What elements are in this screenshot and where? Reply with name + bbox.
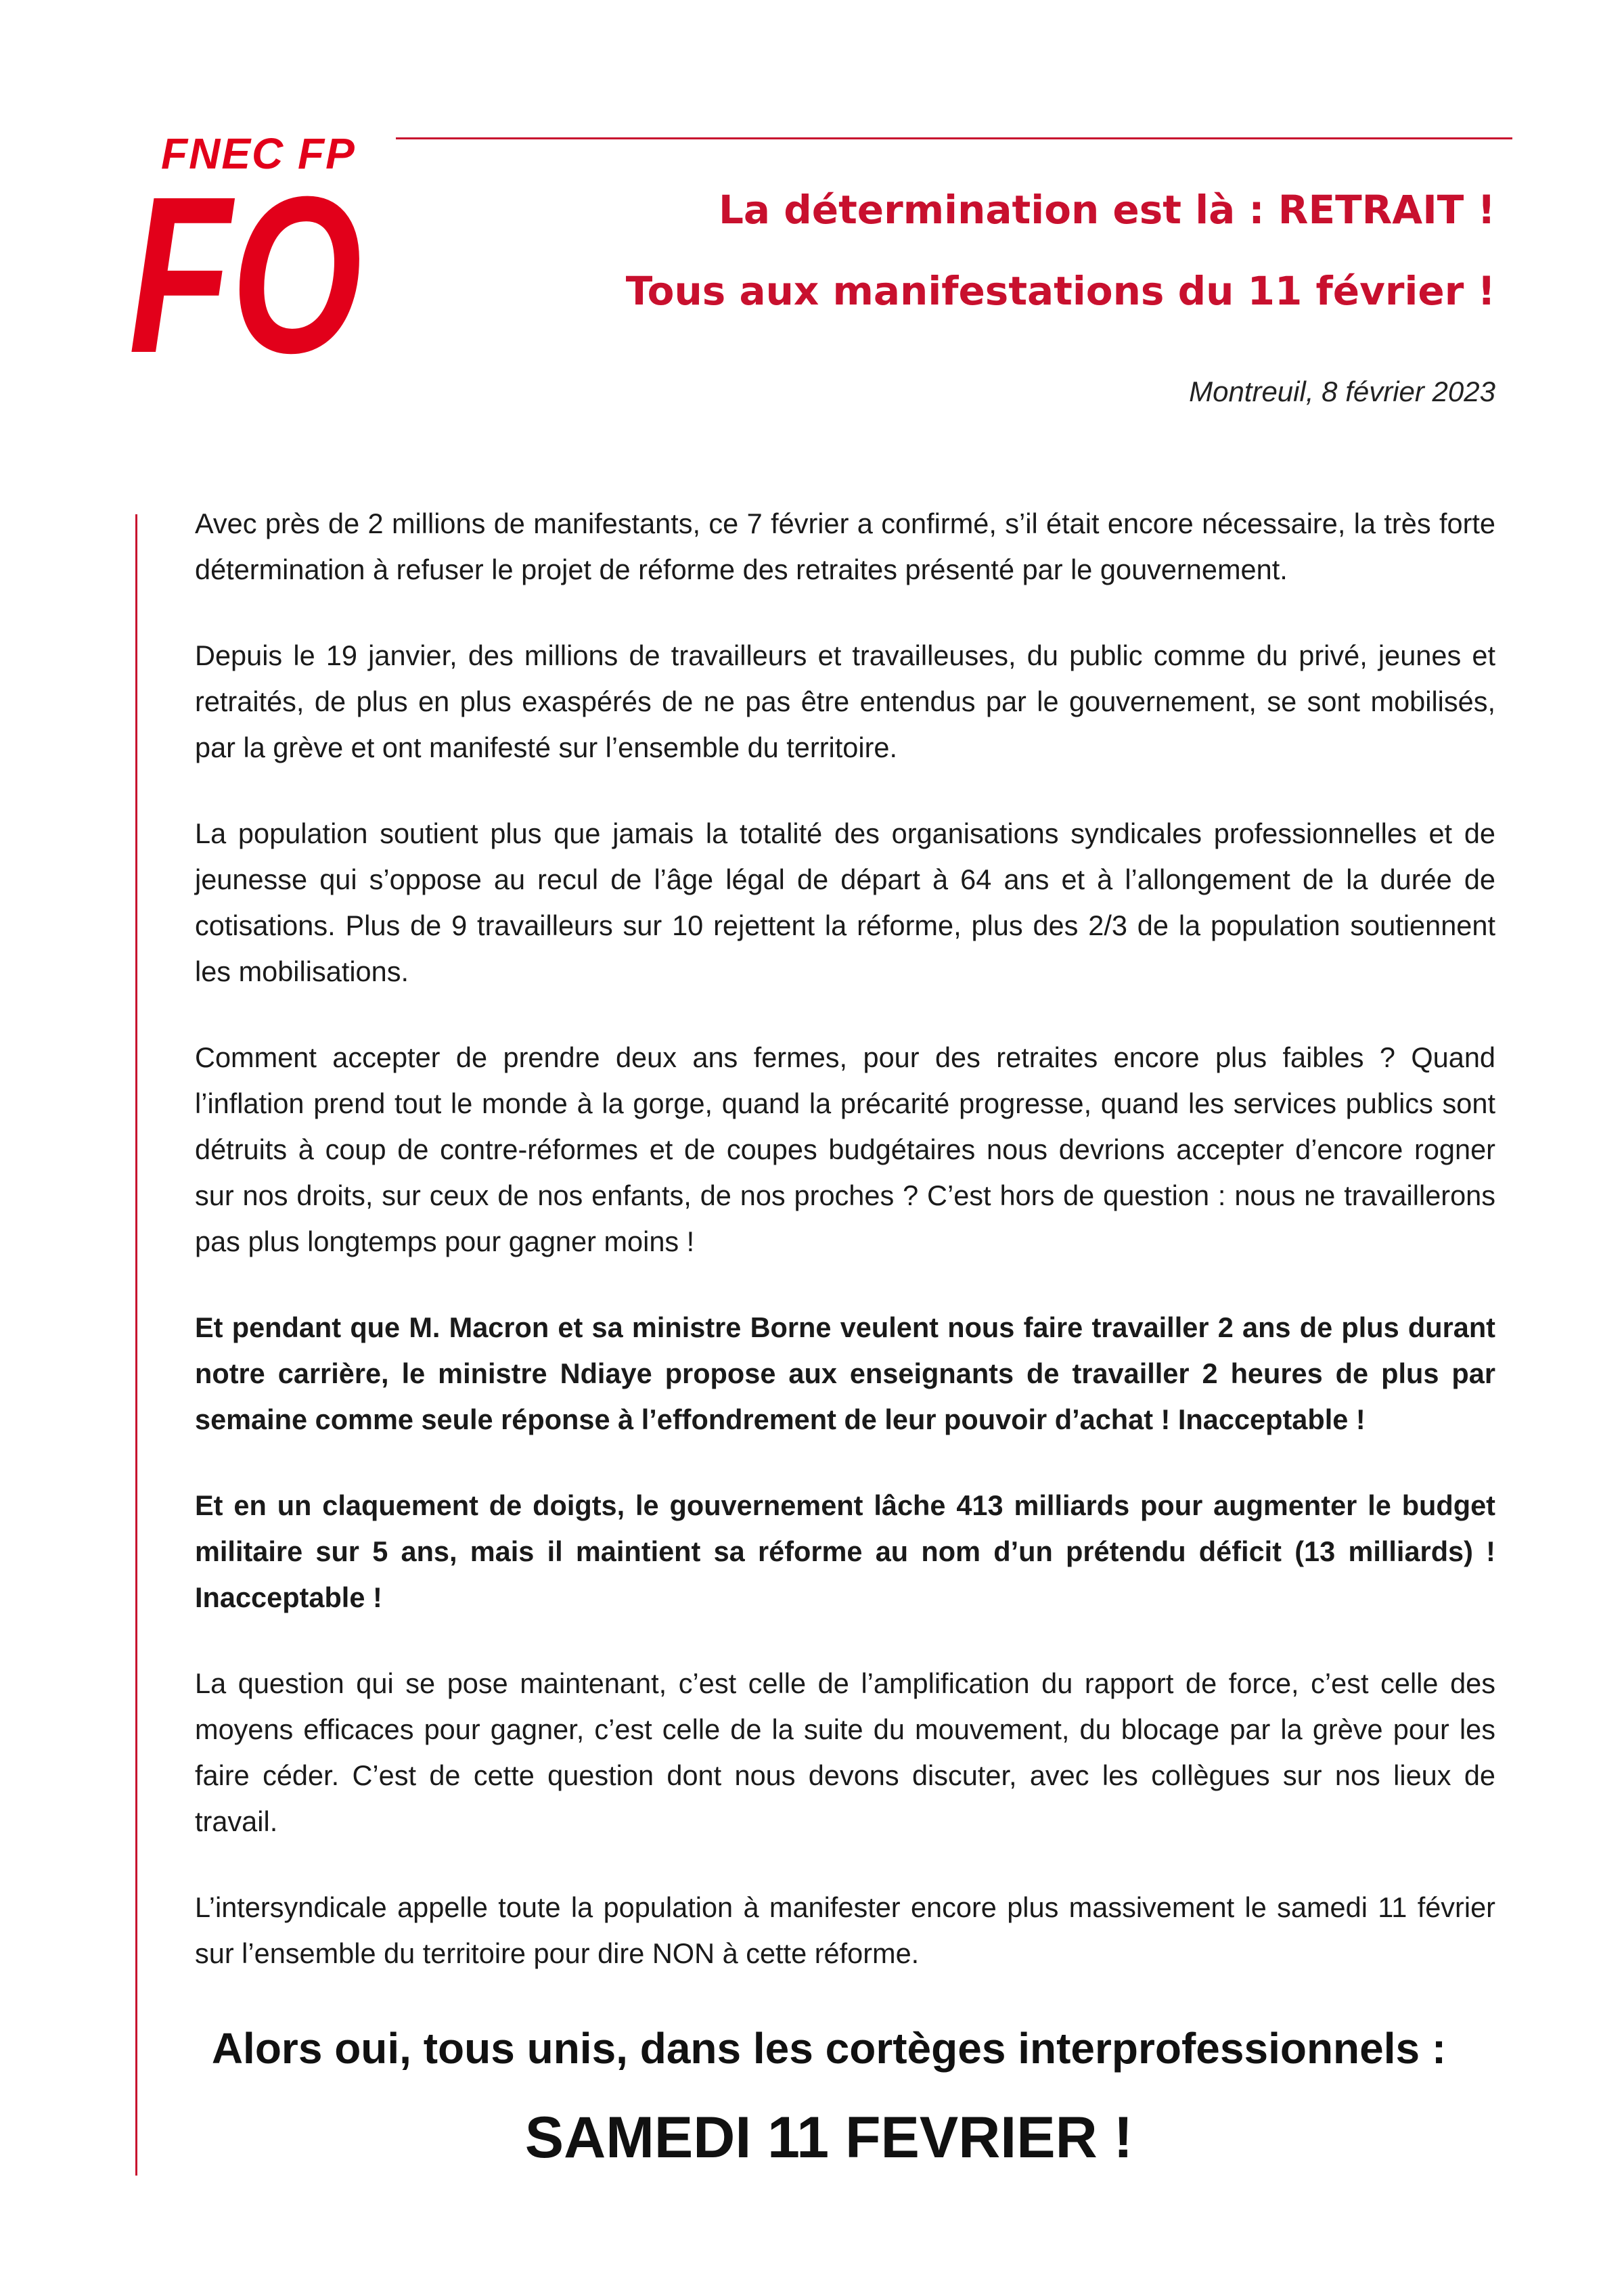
paragraph: Comment accepter de prendre deux ans fermes, pour des retraites encore plus faibles ? Quand l’inflation prend tout le monde à la gorge, quand la précarité progresse, quand les services publics sont détruits à coup de contre-réformes et de coupes budgétaires nous devrions accepter d’encore rogner sur nos droits, sur ceux de nos enfants, de nos proches ? C’est hors de question : nous ne travaillerons pas plus longtemps pour gagner moins ! xyxy=(195,1041,1495,1257)
paragraph-bold: Et en un claquement de doigts, le gouvernement lâche 413 milliards pour augmenter le budget militaire sur 5 ans, mais il maintient sa réforme au nom d’un prétendu déficit (13 milliards) ! Inacceptable ! xyxy=(195,1489,1495,1613)
logo-fo-text: FO xyxy=(129,169,362,365)
closing-date: SAMEDI 11 FEVRIER ! xyxy=(524,2105,1133,2170)
logo-fnec-text: FNEC FP xyxy=(161,129,356,178)
logo-fo-mark xyxy=(129,169,365,365)
margin-rule xyxy=(135,514,137,2176)
dateline: Montreuil, 8 février 2023 xyxy=(1189,376,1495,407)
paragraph: Avec près de 2 millions de manifestants, ce 7 février a confirmé, s’il était encore nécessaire, la très forte détermination à refuser le projet de réforme des retraites présenté par le gouvernement. xyxy=(195,508,1495,585)
paragraph: L’intersyndicale appelle toute la population à manifester encore plus massivement le samedi 11 février sur l’ensemble du territoire pour dire NON à cette réforme. xyxy=(195,1891,1495,1969)
body-text xyxy=(195,501,1495,2017)
fnec-fp-fo-logo xyxy=(129,129,372,372)
paragraph-bold: Et pendant que M. Macron et sa ministre Borne veulent nous faire travailler 2 ans de plus durant notre carrière, le ministre Ndiaye propose aux enseignants de travailler 2 heures de plus par semaine comme seule réponse à l’effondrement de leur pouvoir d’achat ! Inacceptable ! xyxy=(195,1311,1495,1435)
paragraph: La question qui se pose maintenant, c’est celle de l’amplification du rapport de force, c’est celle des moyens efficaces pour gagner, c’est celle de la suite du mouvement, du blocage par la grève pour les faire céder. C’est de cette question dont nous devons discuter, avec les collègues sur nos lieux de travail. xyxy=(195,1667,1495,1837)
title-line-2: Tous aux manifestations du 11 février ! xyxy=(625,268,1495,314)
closing-call: Alors oui, tous unis, dans les cortèges interprofessionnels : xyxy=(211,2024,1447,2073)
header-rule xyxy=(396,137,1512,139)
title-line-1: La détermination est là : RETRAIT ! xyxy=(718,187,1495,233)
paragraph: La population soutient plus que jamais la totalité des organisations syndicales professionnelles et de jeunesse qui s’oppose au recul de l’âge légal de départ à 64 ans et à l’allongement de la durée de cotisations. Plus de 9 travailleurs sur 10 rejettent la réforme, plus des 2/3 de la population soutiennent les mobilisations. xyxy=(195,817,1495,987)
header-titles xyxy=(626,169,1495,332)
paragraph: Depuis le 19 janvier, des millions de travailleurs et travailleuses, du public comme du privé, jeunes et retraités, de plus en plus exaspérés de ne pas être entendus par le gouvernement, se sont mobilisés, par la grève et ont manifesté sur l’ensemble du territoire. xyxy=(195,639,1495,763)
